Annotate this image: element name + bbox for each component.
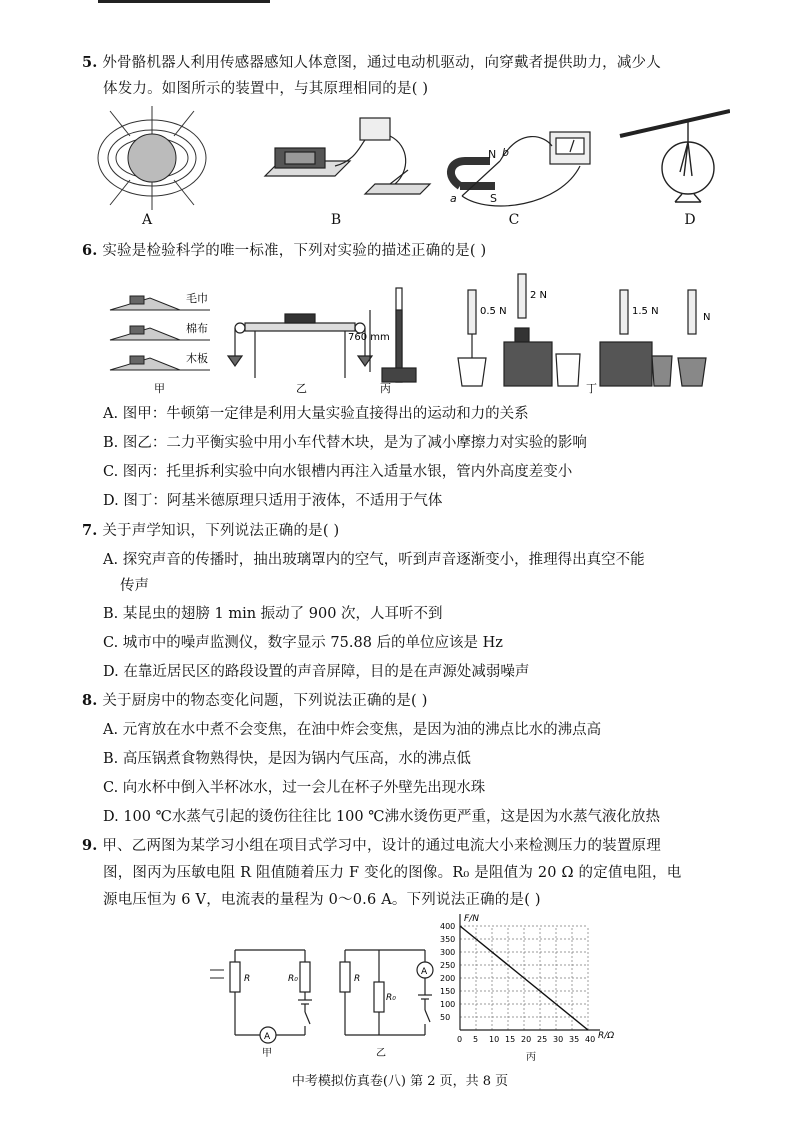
q6-option-c: C. 图丙：托里拆利实验中向水银槽内再注入适量水银，管内外高度差变小 [103,464,573,480]
q6-option-a: A. 图甲：牛顿第一定律是利用大量实验直接得出的运动和力的关系 [103,406,529,422]
ammeter-yi: A [421,967,428,977]
fig-bing-label: 丙 [380,382,391,395]
q5-fig-b-motor [265,118,430,194]
reading-4: N [703,312,711,323]
q7-option-a: A. 探究声音的传播时，抽出玻璃罩内的空气，听到声音逐渐变小，推理得出真空不能 [103,552,645,568]
q5-label-c: C [508,212,520,228]
q5-text-1: 外骨骼机器人利用传感器感知人体意图，通过电动机驱动，向穿戴者提供助力，减少人 [102,55,661,71]
q9-stem-line3: 源电压恒为 6 V，电流表的量程为 0～0.6 A。下列说法正确的是( ) [103,892,541,908]
circuit-jia [210,950,312,1043]
y-tick-label: 400 [440,922,456,931]
x-tick-label: 10 [489,1035,500,1044]
x-tick-label: 5 [473,1035,479,1044]
q5-fig-c-generator [450,132,590,206]
q6-fig-ding-scales [458,274,706,386]
chart-caption: 丙 [526,1052,536,1063]
chart-axes [460,914,600,1030]
x-tick-label: 35 [569,1035,580,1044]
r-yi: R [354,974,361,984]
q5-figures [90,106,730,210]
q6-text: 实验是检验科学的唯一标准，下列对实验的描述正确的是( ) [102,243,487,259]
y-tick-label: 300 [440,948,456,957]
q8-option-c: C. 向水杯中倒入半杯冰水，过一会儿在杯子外壁先出现水珠 [103,780,486,796]
y-tick-label: 200 [440,974,456,983]
y-tick-label: 150 [440,987,456,996]
q9-text-1: 甲、乙两图为某学习小组在项目式学习中，设计的通过电流大小来检测压力的装置原理 [102,838,661,854]
q5-label-d: D [684,212,696,228]
q5-label-a: A [141,212,153,228]
q5-number: 5. [82,54,98,71]
q8-option-a: A. 元宵放在水中煮不会变焦，在油中炸会变焦，是因为油的沸点比水的沸点高 [103,722,602,738]
q6-stem [82,240,732,262]
svg-text:b: b [502,146,509,159]
surface-wood: 木板 [186,352,208,365]
y-tick-label: 50 [440,1013,451,1022]
page-footer: 中考模拟仿真卷(八) 第 2 页，共 8 页 [291,1074,509,1089]
q7-stem [82,520,732,542]
chart-xlabel: R/Ω [598,1031,615,1041]
circuit-yi-label: 乙 [376,1048,386,1059]
chart-ylabel: F/N [464,914,479,924]
q5-fig-a-magnetic-field [98,106,206,210]
q9-chart [430,908,630,1064]
surface-cotton: 棉布 [186,322,208,335]
mercury-height-label: 760 mm [348,332,390,343]
q5-stem-line2: 体发力。如图所示的装置中，与其原理相同的是( ) [103,81,429,97]
q9-stem-line1 [82,835,732,857]
svg-text:N: N [488,148,497,161]
q9-stem-line2: 图，图丙为压敏电阻 R 阻值随着压力 F 变化的图像。R₀ 是阻值为 20 Ω 的定值电阻，电 [103,865,682,881]
q8-stem [82,690,732,712]
y-tick-label: 250 [440,961,456,970]
q6-fig-yi-table [228,314,372,378]
q6-option-d: D. 图丁：阿基米德原理只适用于液体，不适用于气体 [103,493,443,509]
reading-2: 2 N [530,290,548,301]
fig-yi-label: 乙 [296,382,307,395]
x-tick-label: 15 [505,1035,516,1044]
q6-option-b: B. 图乙：二力平衡实验中用小车代替木块，是为了减小摩擦力对实验的影响 [103,435,587,451]
q7-text: 关于声学知识，下列说法正确的是( ) [102,523,340,539]
fig-ding-label: 丁 [586,382,597,395]
q6-figures [100,268,740,398]
reading-3: 1.5 N [632,306,659,317]
fig-jia-label: 甲 [154,382,165,395]
q9-number: 9. [82,837,98,854]
q7-option-a-cont: 传声 [120,578,149,594]
r0-yi: R₀ [386,993,396,1003]
q8-number: 8. [82,692,98,709]
svg-text:a: a [450,192,457,205]
x-tick-label: 25 [537,1035,548,1044]
q8-option-d: D. 100 ℃水蒸气引起的烫伤往往比 100 ℃沸水烫伤更严重，这是因为水蒸气液化放热 [103,809,660,825]
x-tick-label: 30 [553,1035,564,1044]
reading-1: 0.5 N [480,306,507,317]
q9-circuits [200,940,440,1060]
q7-option-b: B. 某昆虫的翅膀 1 min 振动了 900 次，人耳听不到 [103,606,443,622]
q6-number: 6. [82,242,98,259]
svg-text:S: S [490,192,497,205]
circuit-jia-label: 甲 [262,1048,272,1059]
q7-option-d: D. 在靠近居民区的路段设置的声音屏障，目的是在声源处减弱噪声 [103,664,530,680]
x-tick-label: 40 [585,1035,596,1044]
surface-towel: 毛巾 [186,292,208,305]
r0-jia: R₀ [288,974,298,984]
ammeter-jia: A [264,1032,271,1042]
q5-label-b: B [330,212,342,228]
y-tick-label: 100 [440,1000,456,1009]
header-rule [98,0,270,3]
x-tick-label: 0 [457,1035,463,1044]
q8-option-b: B. 高压锅煮食物熟得快，是因为锅内气压高，水的沸点低 [103,751,471,767]
y-tick-label: 350 [440,935,456,944]
x-tick-label: 20 [521,1035,532,1044]
q7-number: 7. [82,522,98,539]
q5-stem-line1 [82,52,732,74]
q7-option-c: C. 城市中的噪声监测仪，数字显示 75.88 后的单位应该是 Hz [103,635,503,651]
q8-text: 关于厨房中的物态变化问题，下列说法正确的是( ) [102,693,428,709]
r-jia: R [244,974,251,984]
q5-fig-d-apparatus [620,111,730,202]
